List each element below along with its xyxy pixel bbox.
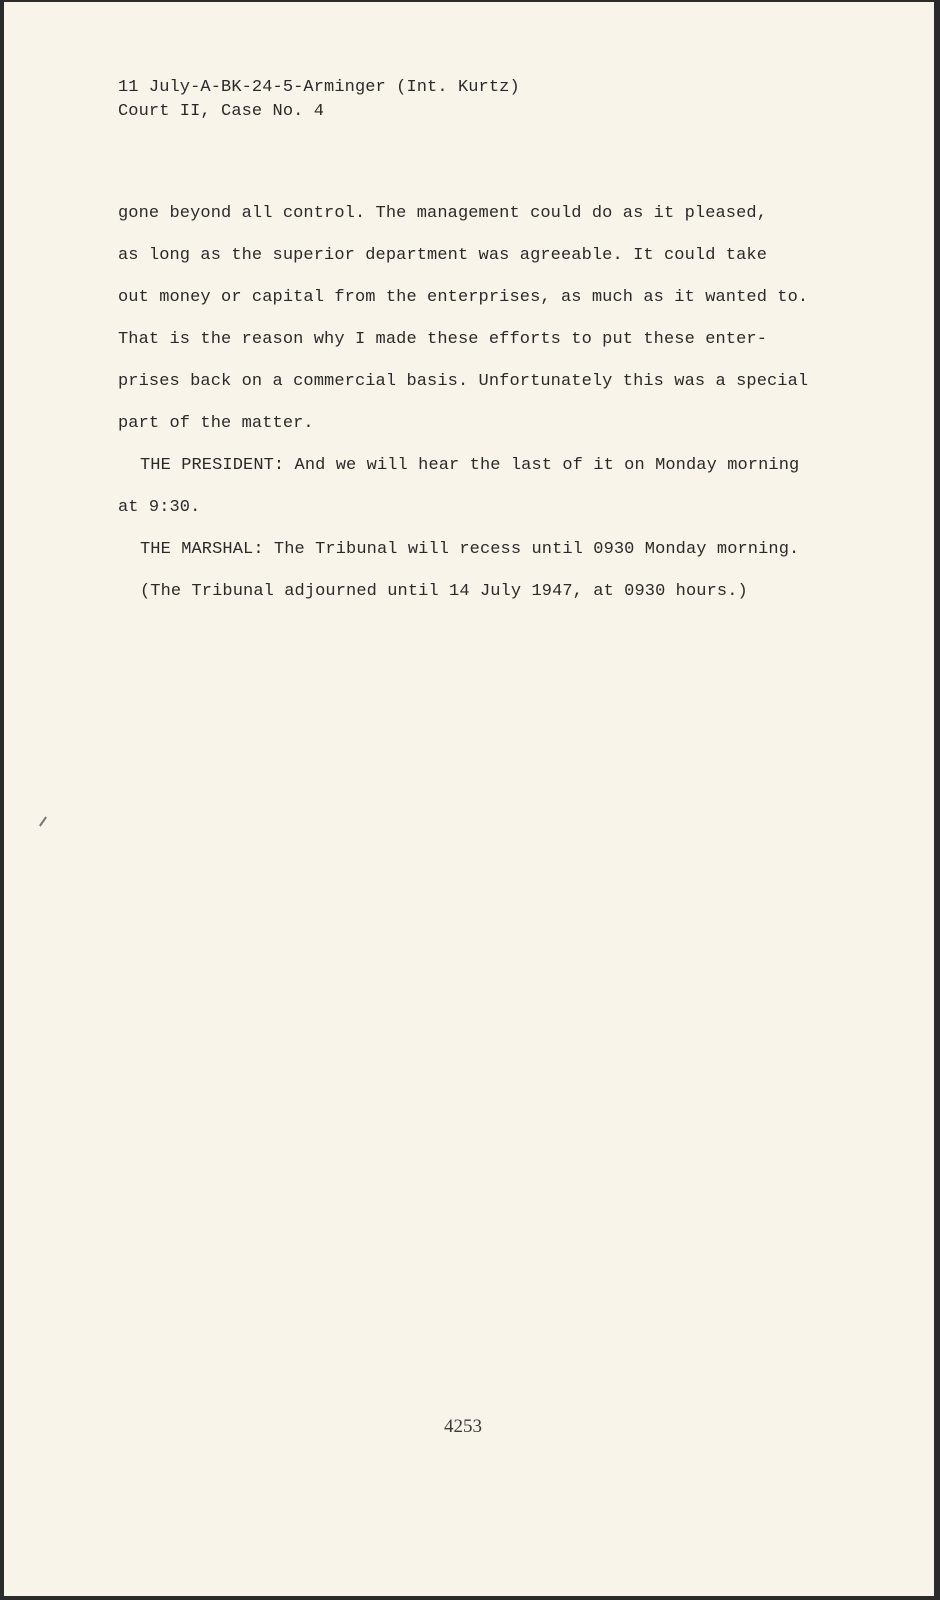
text-line: as long as the superior department was agreeable. It could take	[118, 246, 768, 265]
text-line: prises back on a commercial basis. Unfortunately this was a special	[118, 372, 809, 391]
header-case-reference: 11 July-A-BK-24-5-Arminger (Int. Kurtz)	[118, 78, 520, 97]
page-number: 4253	[444, 1416, 482, 1437]
text-line: gone beyond all control. The management could do as it pleased,	[118, 204, 768, 223]
marshal-statement: THE MARSHAL: The Tribunal will recess until 0930 Monday morning.	[140, 540, 800, 559]
text-line: part of the matter.	[118, 414, 314, 433]
president-statement: THE PRESIDENT: And we will hear the last of it on Monday morning	[140, 456, 800, 475]
text-line: That is the reason why I made these efforts to put these enter-	[118, 330, 768, 349]
text-line: out money or capital from the enterprises, as much as it wanted to.	[118, 288, 809, 307]
adjournment-note: (The Tribunal adjourned until 14 July 1947, at 0930 hours.)	[140, 582, 748, 601]
stray-pencil-mark	[39, 816, 47, 826]
document-page	[4, 2, 934, 1596]
header-court-case: Court II, Case No. 4	[118, 102, 325, 121]
text-line: at 9:30.	[118, 498, 201, 517]
